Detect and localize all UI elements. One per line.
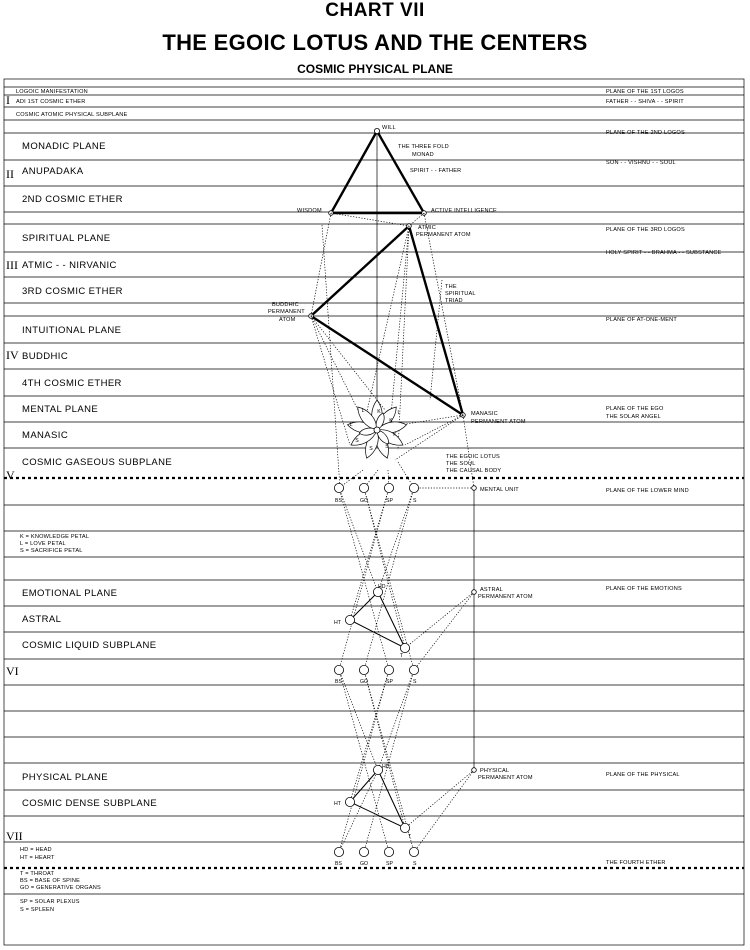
plane-label: MANASIC xyxy=(22,430,69,441)
right-label: HOLY SPIRIT - - BRAHMA - - SUBSTANCE xyxy=(606,250,722,256)
petal-letter: L xyxy=(349,422,353,428)
physical-permanent-atom xyxy=(472,768,477,773)
roman-numeral: III xyxy=(6,258,18,272)
astral-centers xyxy=(334,587,418,674)
plane-label: ASTRAL xyxy=(22,614,62,625)
plane-label: COSMIC GASEOUS SUBPLANE xyxy=(22,457,173,468)
triad-label: SPIRITUAL xyxy=(445,291,476,297)
center-label: HT xyxy=(334,801,341,807)
plane-label: COSMIC LIQUID SUBPLANE xyxy=(22,640,157,651)
physical-centers xyxy=(334,765,418,856)
chart-plane-title: COSMIC PHYSICAL PLANE xyxy=(297,62,453,76)
plane-label: 2ND COSMIC ETHER xyxy=(22,194,123,205)
petal-letter: L xyxy=(397,410,401,416)
chart-frame xyxy=(4,79,744,945)
center-label: GO xyxy=(360,498,369,504)
left-plane-labels xyxy=(16,89,172,809)
astral-atom-label: ASTRAL xyxy=(480,587,503,593)
center-label: SP xyxy=(386,498,393,504)
right-label: PLANE OF THE 2ND LOGOS xyxy=(606,130,685,136)
plane-label: INTUITIONAL PLANE xyxy=(22,325,122,336)
center-label: S xyxy=(413,679,417,685)
roman-numeral: I xyxy=(6,93,10,107)
center-label: HD xyxy=(378,584,386,590)
dotted-connections xyxy=(311,213,474,852)
threefold-label: THE THREE FOLD xyxy=(398,144,449,150)
petal-letter: S xyxy=(355,438,359,444)
legend-item: SP = SOLAR PLEXUS xyxy=(20,899,80,905)
legend-item: T = THROAT xyxy=(20,871,55,877)
plane-label: EMOTIONAL PLANE xyxy=(22,588,118,599)
active-intelligence-label: ACTIVE INTELLIGENCE xyxy=(431,208,497,214)
legend-item: HD = HEAD xyxy=(20,847,52,853)
plane-label: BUDDHIC xyxy=(22,351,69,362)
legend-item: HT = HEART xyxy=(20,855,55,861)
plane-label: 3RD COSMIC ETHER xyxy=(22,286,123,297)
chart-number: CHART VII xyxy=(325,0,425,21)
center-label: GO xyxy=(360,679,369,685)
plane-label: MONADIC PLANE xyxy=(22,141,106,152)
right-label: PLANE OF THE LOWER MIND xyxy=(606,488,689,494)
legend-item: BS = BASE OF SPINE xyxy=(20,878,81,884)
plane-label: PHYSICAL PLANE xyxy=(22,772,109,783)
petal-letter: S xyxy=(385,444,389,450)
mental-center-circles xyxy=(334,483,418,492)
spiritual-triad-triangle xyxy=(311,226,463,415)
right-label: PLANE OF AT-ONE-MENT xyxy=(606,317,678,323)
roman-numeral: VI xyxy=(6,664,19,678)
plane-label: ANUPADAKA xyxy=(22,166,84,177)
plane-label: COSMIC ATOMIC PHYSICAL SUBPLANE xyxy=(16,112,128,118)
mental-unit xyxy=(472,486,477,491)
center-label: HD xyxy=(382,764,390,770)
astral-atom-label: PERMANENT ATOM xyxy=(478,594,533,600)
center-legend xyxy=(20,847,101,913)
plane-label: SPIRITUAL PLANE xyxy=(22,233,111,244)
plane-label: ADI 1ST COSMIC ETHER xyxy=(16,99,86,105)
center-label: HT xyxy=(334,620,341,626)
buddhic-label: PERMANENT xyxy=(268,309,305,315)
will-point xyxy=(374,128,379,133)
right-label: PLANE OF THE EMOTIONS xyxy=(606,586,682,592)
center-label: T xyxy=(400,653,404,659)
manasic-label: MANASIC xyxy=(471,411,498,417)
manasic-label: PERMANENT ATOM xyxy=(471,419,526,425)
legend-item: GO = GENERATIVE ORGANS xyxy=(20,885,101,891)
right-label: PLANE OF THE 1ST LOGOS xyxy=(606,89,684,95)
lotus-label: THE EGOIC LOTUS xyxy=(446,454,500,460)
right-label: SON - - VISHNU - - SOUL xyxy=(606,160,676,166)
plane-label: COSMIC DENSE SUBPLANE xyxy=(22,798,158,809)
legend-item: S = SACRIFICE PETAL xyxy=(20,548,83,554)
atmic-label: ATMIC xyxy=(418,225,436,231)
triad-label: THE xyxy=(445,284,457,290)
plane-label: 4TH COSMIC ETHER xyxy=(22,378,122,389)
right-label: FATHER - - SHIVA - - SPIRIT xyxy=(606,99,684,105)
roman-numeral: V xyxy=(6,468,15,482)
right-label: THE SOLAR ANGEL xyxy=(606,414,661,420)
right-label: PLANE OF THE EGO xyxy=(606,406,664,412)
roman-numerals xyxy=(6,93,23,843)
roman-numeral: VII xyxy=(6,829,23,843)
center-label: S xyxy=(413,498,417,504)
atmic-label: PERMANENT ATOM xyxy=(416,232,471,238)
roman-numeral: IV xyxy=(6,348,19,362)
plane-label: LOGOIC MANIFESTATION xyxy=(16,89,88,95)
physical-atom-label: PERMANENT ATOM xyxy=(478,775,533,781)
center-label: T xyxy=(408,834,412,840)
wisdom-label: WISDOM xyxy=(297,208,322,214)
petal-letter: K xyxy=(389,418,393,424)
buddhic-label: BUDDHIC xyxy=(272,302,299,308)
diagram-labels xyxy=(268,125,533,867)
spirit-father-label: SPIRIT - - FATHER xyxy=(410,168,462,174)
petal-letter: K xyxy=(377,409,381,415)
right-label: PLANE OF THE 3RD LOGOS xyxy=(606,227,685,233)
threefold-label: MONAD xyxy=(412,152,434,158)
legend-item: K = KNOWLEDGE PETAL xyxy=(20,534,90,540)
buddhic-label: ATOM xyxy=(279,317,296,323)
plane-label: ATMIC - - NIRVANIC xyxy=(22,260,117,271)
right-label: PLANE OF THE PHYSICAL xyxy=(606,772,680,778)
mental-unit-label: MENTAL UNIT xyxy=(480,487,519,493)
plane-label: MENTAL PLANE xyxy=(22,404,99,415)
egoic-lotus xyxy=(347,400,408,460)
right-label: THE FOURTH ETHER xyxy=(606,860,666,866)
legend-item: S = SPLEEN xyxy=(20,907,55,913)
lotus-label: THE SOUL xyxy=(446,461,476,467)
center-label: BS xyxy=(335,679,342,685)
center-label: SP xyxy=(386,861,393,867)
astral-permanent-atom xyxy=(472,590,477,595)
will-label: WILL xyxy=(382,125,396,131)
roman-numeral: II xyxy=(6,167,14,181)
physical-atom-label: PHYSICAL xyxy=(480,768,510,774)
legend-item: L = LOVE PETAL xyxy=(20,541,66,547)
center-label: BS xyxy=(335,861,342,867)
triad-label: TRIAD xyxy=(445,298,463,304)
center-label: SP xyxy=(386,679,393,685)
petal-letter: K xyxy=(393,432,397,438)
chart-title: THE EGOIC LOTUS AND THE CENTERS xyxy=(162,30,588,55)
petal-letter: S xyxy=(369,446,373,452)
center-label: GO xyxy=(360,861,369,867)
center-label: S xyxy=(413,861,417,867)
petal-letter: L xyxy=(361,408,365,414)
center-label: BS xyxy=(335,498,342,504)
petal-legend xyxy=(20,534,89,554)
lotus-label: THE CAUSAL BODY xyxy=(446,468,502,474)
